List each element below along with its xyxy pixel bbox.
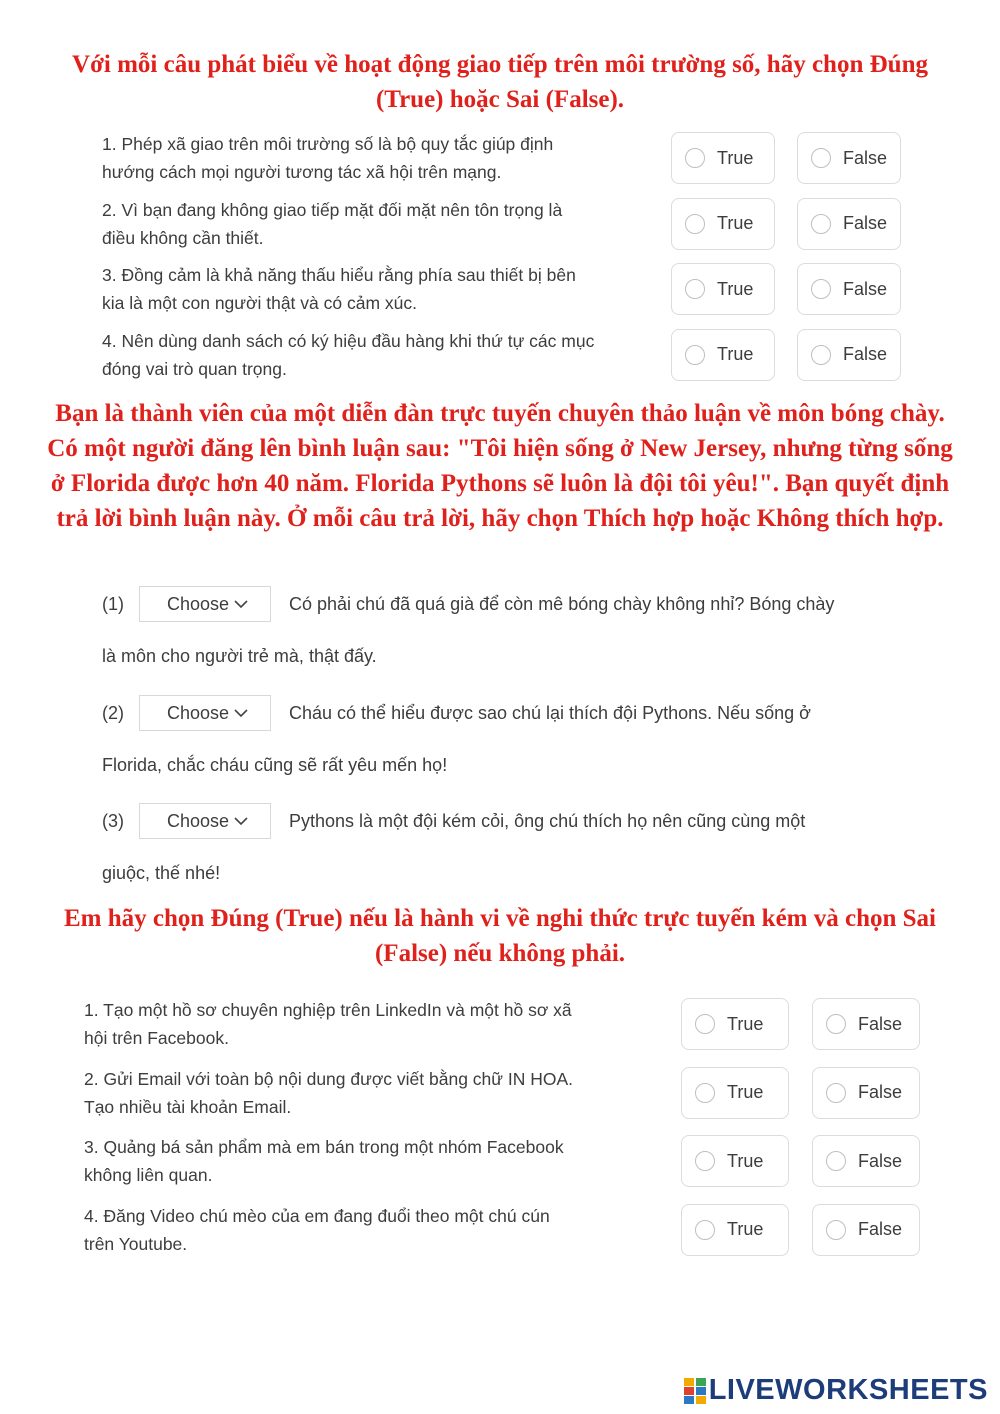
choose-dropdown-label: Choose	[167, 811, 230, 831]
question-text	[102, 261, 576, 317]
true-option-1[interactable]	[671, 132, 775, 184]
false-option-3[interactable]	[812, 1135, 920, 1187]
choose-dropdown-1[interactable]	[139, 586, 271, 622]
question-text	[84, 1202, 550, 1258]
liveworksheets-logo	[684, 1374, 988, 1407]
true-option-2[interactable]	[681, 1067, 789, 1119]
tf-question-3	[0, 263, 1000, 329]
false-option-4[interactable]	[797, 329, 901, 381]
tf-question-1	[0, 998, 1000, 1067]
question-text-line2: điều không cần thiết.	[102, 227, 264, 248]
choose-dropdown-label: Choose	[167, 594, 230, 614]
false-option-label: False	[858, 1219, 903, 1239]
true-option-4[interactable]	[671, 329, 775, 381]
response-text-line2: Florida, chắc cháu cũng sẽ rất yêu mến họ!	[102, 754, 448, 775]
radio-circle-icon[interactable]	[695, 1083, 715, 1103]
true-option-label: True	[717, 213, 754, 233]
question-text	[84, 1133, 564, 1189]
question-text	[102, 196, 562, 252]
false-option-2[interactable]	[797, 198, 901, 250]
question-text-line2: hội trên Facebook.	[84, 1028, 229, 1048]
section3-heading: Em hãy chọn Đúng (True) nếu là hành vi về nghi thức trực tuyến kém và chọn Sai (False) nếu không phải.	[64, 905, 936, 967]
question-text-line1: 3. Quảng bá sản phẩm mà em bán trong một nhóm Facebook	[84, 1137, 564, 1157]
liveworksheets-logo-icon	[684, 1378, 706, 1404]
response-number: (2)	[102, 702, 124, 723]
radio-circle-icon[interactable]	[826, 1151, 846, 1171]
question-text-line2: không liên quan.	[84, 1165, 213, 1185]
question-text	[84, 1065, 573, 1121]
question-text	[102, 130, 553, 186]
radio-circle-icon[interactable]	[811, 345, 831, 365]
response-text-line1: Có phải chú đã quá già để còn mê bóng chày không nhỉ? Bóng chày	[289, 594, 835, 614]
chevron-down-icon[interactable]	[233, 705, 249, 721]
chevron-down-icon[interactable]	[233, 596, 249, 612]
true-option-label: True	[717, 344, 754, 364]
response-text-line2: giuộc, thế nhé!	[102, 863, 221, 883]
liveworksheets-brand: LIVEWORKSHEETS	[708, 1374, 988, 1406]
radio-circle-icon[interactable]	[685, 345, 705, 365]
section1-heading: Với mỗi câu phát biểu về hoạt động giao tiếp trên môi trường số, hãy chọn Đúng (True) hoặc Sai (False).	[72, 51, 928, 113]
question-text-line1: 1. Phép xã giao trên môi trường số là bộ quy tắc giúp định	[102, 134, 554, 154]
true-option-label: True	[727, 1219, 764, 1239]
question-text-line2: hướng cách mọi người tương tác xã hội trên mạng.	[102, 162, 502, 182]
question-text-line1: 4. Đăng Video chú mèo của em đang đuổi theo một chú cún	[84, 1205, 550, 1226]
true-option-3[interactable]	[671, 263, 775, 315]
question-text-line1: 3. Đồng cảm là khả năng thấu hiểu rằng phía sau thiết bị bên	[102, 265, 576, 285]
false-option-label: False	[843, 213, 888, 233]
tf-question-2	[0, 1067, 1000, 1136]
true-option-label: True	[727, 1150, 764, 1171]
choose-dropdown-label: Choose	[167, 702, 230, 723]
true-option-2[interactable]	[671, 198, 775, 250]
radio-circle-icon[interactable]	[685, 148, 705, 168]
question-text	[102, 327, 594, 383]
false-option-2[interactable]	[812, 1067, 920, 1119]
section2-heading: Bạn là thành viên của một diễn đàn trực tuyến chuyên thảo luận về môn bóng chày. Có một người đăng lên bình luận sau: "Tôi hiện sống ở New Jersey, nhưng từng sống ở Florida được hơn 40 năm. Florida Pythons sẽ luôn là đội tôi yêu!". Bạn quyết định trả lời bình luận này. Ở mỗi câu trả lời, hãy chọn Thích hợp hoặc Không thích hợp.	[47, 400, 953, 532]
tf-question-1	[0, 132, 1000, 198]
response-item-3	[102, 803, 982, 839]
false-option-label: False	[858, 1082, 903, 1102]
radio-circle-icon[interactable]	[695, 1151, 715, 1171]
question-text-line2: Tạo nhiều tài khoản Email.	[84, 1096, 292, 1117]
false-option-4[interactable]	[812, 1204, 920, 1256]
response-number: (3)	[102, 811, 124, 831]
question-text-line1: 2. Gửi Email với toàn bộ nội dung được viết bằng chữ IN HOA.	[84, 1068, 574, 1089]
false-option-label: False	[858, 1013, 903, 1034]
response-text-line1: Pythons là một đội kém cỏi, ông chú thích họ nên cũng cùng một	[289, 811, 806, 831]
true-option-3[interactable]	[681, 1135, 789, 1187]
question-text-line2: trên Youtube.	[84, 1233, 188, 1254]
radio-circle-icon[interactable]	[826, 1014, 846, 1034]
response-item-1	[102, 586, 982, 622]
radio-circle-icon[interactable]	[685, 214, 705, 234]
tf-question-2	[0, 198, 1000, 264]
question-text-line1: 2. Vì bạn đang không giao tiếp mặt đối mặt nên tôn trọng là	[102, 199, 563, 220]
tf-question-3	[0, 1135, 1000, 1204]
radio-circle-icon[interactable]	[685, 279, 705, 299]
response-number: (1)	[102, 594, 124, 614]
false-option-label: False	[843, 278, 888, 299]
true-option-4[interactable]	[681, 1204, 789, 1256]
radio-circle-icon[interactable]	[695, 1220, 715, 1240]
chevron-down-icon[interactable]	[233, 813, 249, 829]
response-item-2	[102, 695, 982, 731]
true-option-label: True	[717, 278, 754, 299]
choose-dropdown-2[interactable]	[139, 695, 271, 731]
question-text-line2: đóng vai trò quan trọng.	[102, 358, 287, 379]
true-option-label: True	[727, 1013, 764, 1034]
question-text-line1: 4. Nên dùng danh sách có ký hiệu đầu hàng khi thứ tự các mục	[102, 330, 595, 351]
false-option-3[interactable]	[797, 263, 901, 315]
response-text-line1: Cháu có thể hiểu được sao chú lại thích đội Pythons. Nếu sống ở	[289, 702, 811, 723]
true-option-label: True	[727, 1082, 764, 1102]
response-text-line2: là môn cho người trẻ mà, thật đấy.	[102, 646, 377, 666]
false-option-label: False	[843, 344, 888, 364]
false-option-1[interactable]	[797, 132, 901, 184]
radio-circle-icon[interactable]	[811, 214, 831, 234]
question-text-line1: 1. Tạo một hồ sơ chuyên nghiệp trên LinkedIn và một hồ sơ xã	[84, 1000, 572, 1020]
false-option-label: False	[858, 1150, 903, 1171]
true-option-label: True	[717, 147, 754, 168]
radio-circle-icon[interactable]	[811, 148, 831, 168]
tf-question-4	[0, 1204, 1000, 1273]
radio-circle-icon[interactable]	[826, 1220, 846, 1240]
radio-circle-icon[interactable]	[826, 1083, 846, 1103]
radio-circle-icon[interactable]	[811, 279, 831, 299]
false-option-1[interactable]	[812, 998, 920, 1050]
false-option-label: False	[843, 147, 888, 168]
question-text-line2: kia là một con người thật và có cảm xúc.	[102, 293, 417, 313]
tf-question-4	[0, 329, 1000, 395]
question-text	[84, 996, 572, 1052]
true-option-1[interactable]	[681, 998, 789, 1050]
choose-dropdown-3[interactable]	[139, 803, 271, 839]
radio-circle-icon[interactable]	[695, 1014, 715, 1034]
